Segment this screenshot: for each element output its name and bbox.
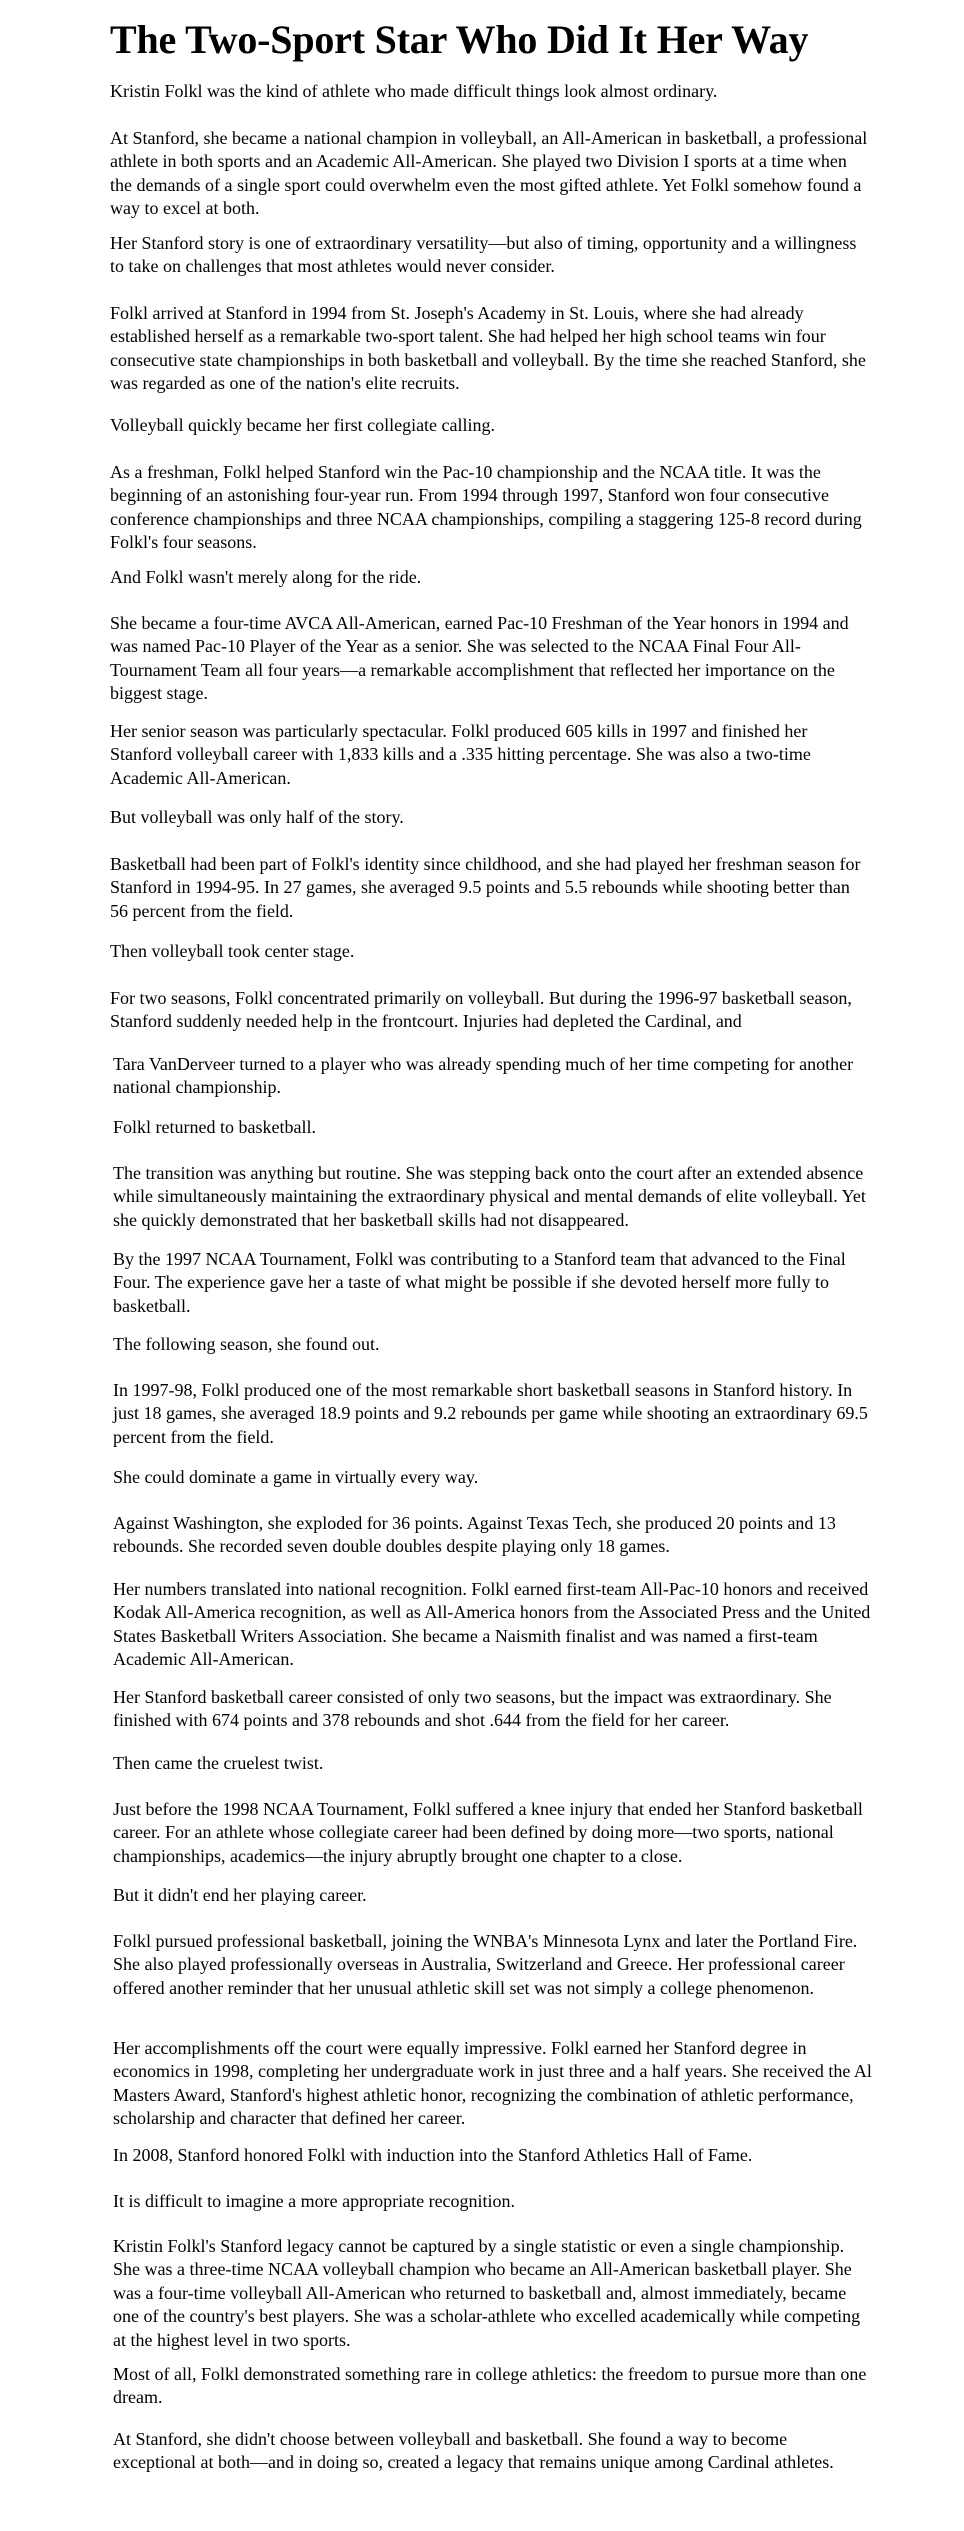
article-paragraph: Folkl returned to basketball.: [113, 1117, 316, 1137]
article-paragraph: But volleyball was only half of the story.: [110, 807, 404, 827]
article-paragraph: Folkl pursued professional basketball, joining the WNBA's Minnesota Lynx and later the Portland Fire. She also played professionally overseas in Australia, Switzerland and Greece. Her professional career offered another reminder that her unusual athletic skill set was not simply a college phenomenon.: [113, 1931, 858, 1998]
article-paragraph: Her Stanford story is one of extraordinary versatility—but also of timing, opportunity and a willingness to take on challenges that most athletes would never consider.: [110, 233, 857, 277]
article-paragraph: Just before the 1998 NCAA Tournament, Folkl suffered a knee injury that ended her Stanford basketball career. For an athlete whose collegiate career had been defined by doing more—two sports, national championships, academics—the injury abruptly brought one chapter to a close.: [113, 1799, 863, 1866]
article-title: The Two-Sport Star Who Did It Her Way: [110, 17, 809, 62]
article-paragraph: Her senior season was particularly spectacular. Folkl produced 605 kills in 1997 and finished her Stanford volleyball career with 1,833 kills and a .335 hitting percentage. She was also a two-time Academic All-American.: [110, 721, 811, 788]
article-paragraph: The following season, she found out.: [113, 1334, 380, 1354]
article-paragraph: Volleyball quickly became her first collegiate calling.: [110, 415, 496, 435]
article-paragraph: Then volleyball took center stage.: [110, 941, 355, 961]
article-paragraph: And Folkl wasn't merely along for the ride.: [110, 567, 422, 587]
article-paragraph: As a freshman, Folkl helped Stanford win the Pac-10 championship and the NCAA title. It was the beginning of an astonishing four-year run. From 1994 through 1997, Stanford won four consecutive conference championships and three NCAA championships, compiling a staggering 125-8 record during Folkl's four seasons.: [110, 462, 862, 553]
article-paragraph: Kristin Folkl's Stanford legacy cannot be captured by a single statistic or even a single championship. She was a three-time NCAA volleyball champion who became an All-American basketball player. She was a four-time volleyball All-American who returned to basketball and, almost immediately, became one of the country's best players. She was a scholar-athlete who excelled academically while competing at the highest level in two sports.: [113, 2236, 861, 2350]
article-paragraph: Her numbers translated into national recognition. Folkl earned first-team All-Pac-10 honors and received Kodak All-America recognition, as well as All-America honors from the Associated Press and the United States Basketball Writers Association. She became a Naismith finalist and was named a first-team Academic All-American.: [113, 1579, 871, 1670]
article-paragraph: But it didn't end her playing career.: [113, 1885, 367, 1905]
article-paragraph: At Stanford, she didn't choose between volleyball and basketball. She found a way to become exceptional at both—and in doing so, created a legacy that remains unique among Cardinal athletes.: [113, 2429, 834, 2473]
article-paragraph: Against Washington, she exploded for 36 points. Against Texas Tech, she produced 20 points and 13 rebounds. She recorded seven double doubles despite playing only 18 games.: [113, 1513, 836, 1557]
article-paragraph: For two seasons, Folkl concentrated primarily on volleyball. But during the 1996-97 basketball season, Stanford suddenly needed help in the frontcourt. Injuries had depleted the Cardinal, and: [110, 988, 852, 1032]
article-paragraph: Basketball had been part of Folkl's identity since childhood, and she had played her freshman season for Stanford in 1994-95. In 27 games, she averaged 9.5 points and 5.5 rebounds while shooting better than 56 percent from the field.: [110, 854, 861, 921]
article-paragraph: Most of all, Folkl demonstrated something rare in college athletics: the freedom to pursue more than one dream.: [113, 2364, 867, 2408]
article-paragraph: Her Stanford basketball career consisted of only two seasons, but the impact was extraordinary. She finished with 674 points and 378 rebounds and shot .644 from the field for her career.: [113, 1687, 832, 1731]
article-paragraph: Kristin Folkl was the kind of athlete who made difficult things look almost ordinary.: [110, 81, 718, 101]
article-paragraph: By the 1997 NCAA Tournament, Folkl was contributing to a Stanford team that advanced to the Final Four. The experience gave her a taste of what might be possible if she devoted herself more fully to basketball.: [113, 1249, 846, 1316]
article-paragraph: Her accomplishments off the court were equally impressive. Folkl earned her Stanford degree in economics in 1998, completing her undergraduate work in just three and a half years. She received the Al Masters Award, Stanford's highest athletic honor, recognizing the combination of athletic performance, scholarship and character that defined her career.: [113, 2038, 872, 2129]
article-paragraph: Folkl arrived at Stanford in 1994 from St. Joseph's Academy in St. Louis, where she had already established herself as a remarkable two-sport talent. She had helped her high school teams win four consecutive state championships in both basketball and volleyball. By the time she reached Stanford, she was regarded as one of the nation's elite recruits.: [110, 303, 866, 394]
article-paragraph: She became a four-time AVCA All-American, earned Pac-10 Freshman of the Year honors in 1994 and was named Pac-10 Player of the Year as a senior. She was selected to the NCAA Final Four All-Tournament Team all four years—a remarkable accomplishment that reflected her importance on the biggest stage.: [110, 613, 849, 704]
article-paragraph: Then came the cruelest twist.: [113, 1753, 324, 1773]
article-paragraph: She could dominate a game in virtually every way.: [113, 1467, 479, 1487]
article-paragraph: In 1997-98, Folkl produced one of the most remarkable short basketball seasons in Stanford history. In just 18 games, she averaged 18.9 points and 9.2 rebounds per game while shooting an extraordinary 69.5 percent from the field.: [113, 1380, 868, 1447]
article: [110, 0, 872, 2473]
article-paragraph: The transition was anything but routine. She was stepping back onto the court after an extended absence while simultaneously maintaining the extraordinary physical and mental demands of elite volleyball. Yet she quickly demonstrated that her basketball skills had not disappeared.: [113, 1163, 866, 1230]
article-paragraph: It is difficult to imagine a more appropriate recognition.: [113, 2191, 516, 2211]
article-paragraph: In 2008, Stanford honored Folkl with induction into the Stanford Athletics Hall of Fame.: [113, 2145, 753, 2165]
article-paragraph: Tara VanDerveer turned to a player who was already spending much of her time competing for another national championship.: [113, 1054, 854, 1098]
article-paragraph: At Stanford, she became a national champion in volleyball, an All-American in basketball, a professional athlete in both sports and an Academic All-American. She played two Division I sports at a time when the demands of a single sport could overwhelm even the most gifted athlete. Yet Folkl somehow found a way to excel at both.: [110, 128, 868, 219]
